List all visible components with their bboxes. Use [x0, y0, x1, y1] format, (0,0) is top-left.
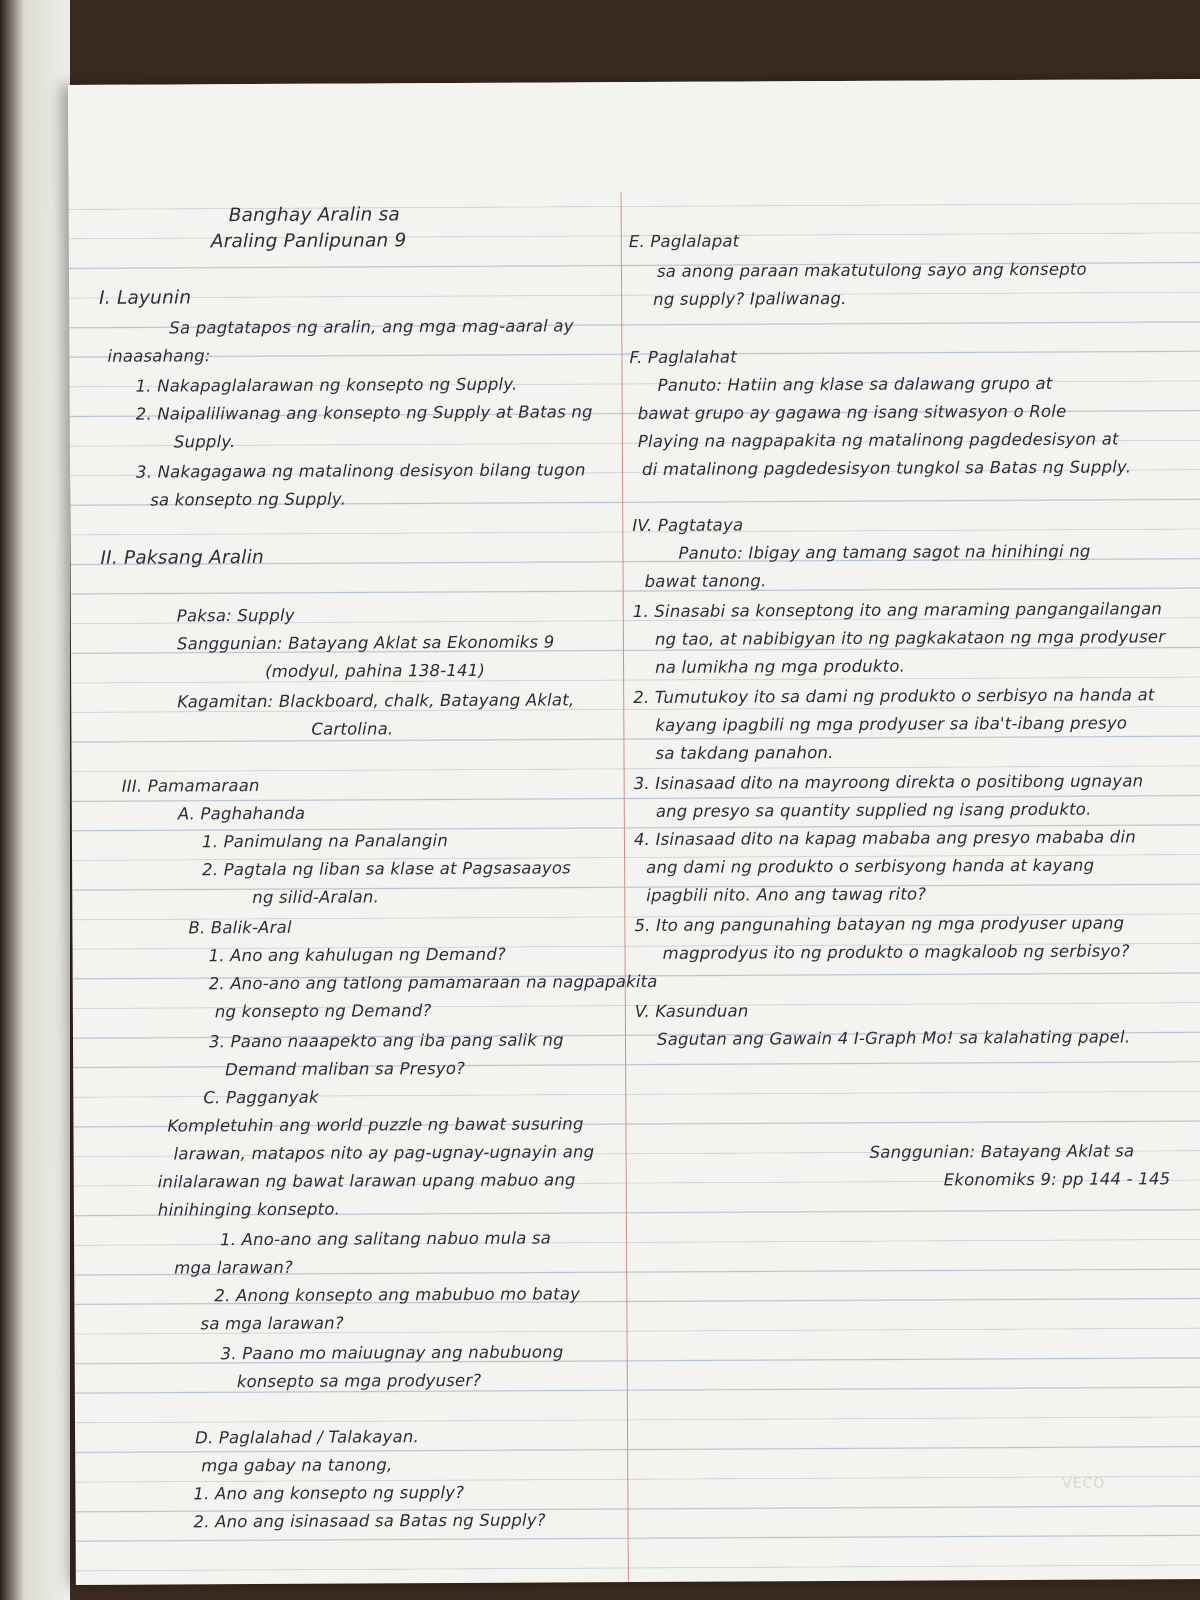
subheading-paglalahad: D. Paglalahad / Talakayan. [195, 1427, 419, 1448]
kagamitan-line-1: Kagamitan: Blackboard, chalk, Batayang Aklat, [177, 690, 575, 712]
pagtataya-q1b: ng tao, at nabibigyan ito ng pagkakataon ng mga prodyuser [654, 627, 1166, 649]
paglalapat-text-2: ng supply? Ipaliwanag. [653, 288, 847, 309]
center-margin-line [621, 192, 629, 1582]
pagganyak-text-4: hinihinging konsepto. [157, 1199, 341, 1220]
objective-3a: 3. Nakagagawa ng matalinong desisyon bilang tugon [135, 460, 586, 482]
subheading-paghahanda: A. Paghahanda [177, 803, 306, 824]
objective-2a: 2. Naipaliliwanag ang konsepto ng Supply at Batas ng [135, 402, 593, 424]
reference-line-2: Ekonomiks 9: pp 144 - 145 [943, 1169, 1171, 1190]
kasunduan-text: Sagutan ang Gawain 4 I-Graph Mo! sa kalahating papel. [656, 1027, 1131, 1049]
reference-line-1: Sanggunian: Batayang Aklat sa [869, 1141, 1135, 1162]
paglalahad-intro: mga gabay na tanong, [201, 1455, 393, 1476]
paghahanda-item-2b: ng silid-Aralan. [252, 887, 380, 908]
pagtataya-q1a: 1. Sinasabi sa konseptong ito ang maraming pangangailangan [632, 599, 1163, 622]
pagtataya-q2c: sa takdang panahon. [655, 743, 834, 763]
paglalahat-text-1: Panuto: Hatiin ang klase sa dalawang grupo at [657, 373, 1053, 395]
paglalahat-text-3: Playing na nagpapakita ng matalinong pagdedesisyon at [637, 429, 1119, 452]
paksa-line: Paksa: Supply [176, 605, 295, 626]
pagganyak-q3a: 3. Paano mo maiuugnay ang nabubuong [220, 1342, 564, 1364]
paghahanda-item-2a: 2. Pagtala ng liban sa klase at Pagsasaayos [202, 858, 571, 880]
pagganyak-q2b: sa mga larawan? [200, 1313, 344, 1334]
objectives-intro-2: inaasahang: [107, 346, 211, 366]
pagtataya-q5b: magprodyus ito ng produkto o magkaloob ng serbisyo? [662, 941, 1130, 963]
pagtataya-q4a: 4. Isinasaad dito na kapag mababa ang presyo mababa din [633, 827, 1136, 850]
pagtataya-q2b: kayang ipagbili ng mga prodyuser sa iba't-ibang presyo [655, 713, 1128, 735]
section-heading-pamamaraan: III. Pamamaraan [121, 776, 260, 796]
pagtataya-q4b: ang dami ng produkto o serbisyong handa at kayang [646, 855, 1095, 877]
sanggunian-line-1: Sanggunian: Batayang Aklat sa Ekonomiks 9 [176, 632, 555, 654]
objectives-intro-1: Sa pagtatapos ng aralin, ang mga mag-aaral ay [169, 316, 574, 338]
pagtataya-q3a: 3. Isinasaad dito na mayroong direkta o positibong ugnayan [633, 771, 1144, 794]
balik-aral-item-1: 1. Ano ang kahulugan ng Demand? [208, 944, 506, 966]
paglalahat-text-2: bawat grupo ay gagawa ng isang sitwasyon o Role [637, 401, 1067, 424]
section-heading-paksang-aralin: II. Paksang Aralin [100, 546, 264, 569]
pagganyak-text-1: Kompletuhin ang world puzzle ng bawat susuring [167, 1114, 584, 1136]
pagganyak-text-3: inilalarawan ng bawat larawan upang mabuo ang [157, 1170, 576, 1192]
pagganyak-q2a: 2. Anong konsepto ang mabubuo mo batay [214, 1284, 581, 1306]
pagtataya-q5a: 5. Ito ang pangunahing batayan ng mga prodyuser upang [634, 913, 1125, 936]
section-heading-layunin: I. Layunin [99, 287, 192, 309]
pagtataya-q4c: ipagbili nito. Ano ang tawag rito? [646, 884, 927, 905]
title-line-2: Araling Panlipunan 9 [210, 230, 407, 253]
paglalahad-q1: 1. Ano ang konsepto ng supply? [193, 1482, 465, 1504]
pagtataya-instruction-2: bawat tanong. [644, 571, 767, 591]
kagamitan-line-2: Cartolina. [311, 719, 394, 739]
pagganyak-q1b: mga larawan? [174, 1257, 293, 1278]
paglalapat-text-1: sa anong paraan makatutulong sayo ang konsepto [656, 259, 1087, 281]
subheading-pagganyak: C. Pagganyak [203, 1087, 319, 1108]
pagtataya-q2a: 2. Tumutukoy ito sa dami ng produkto o serbisyo na handa at [633, 685, 1155, 708]
pagganyak-q3b: konsepto sa mga prodyuser? [236, 1370, 482, 1392]
left-column [99, 200, 658, 1532]
pagtataya-instruction-1: Panuto: Ibigay ang tamang sagot na hinihingi ng [678, 541, 1091, 563]
section-heading-pagtataya: IV. Pagtataya [632, 515, 744, 536]
paglalahad-q2: 2. Ano ang isinasaad sa Batas ng Supply? [193, 1510, 546, 1532]
subheading-paglalahat: F. Paglalahat [629, 347, 737, 368]
pagtataya-q1c: na lumikha ng mga produkto. [655, 656, 906, 677]
balik-aral-item-2b: ng konsepto ng Demand? [214, 1001, 432, 1022]
balik-aral-item-3b: Demand maliban sa Presyo? [225, 1058, 466, 1080]
right-column [628, 197, 1189, 1190]
objective-3b: sa konsepto ng Supply. [150, 489, 347, 510]
pagganyak-text-2: larawan, matapos nito ay pag-ugnay-ugnayin ang [173, 1142, 595, 1164]
section-heading-kasunduan: V. Kasunduan [634, 1001, 749, 1022]
subheading-balik-aral: B. Balik-Aral [188, 917, 292, 938]
objective-2b: Supply. [173, 432, 236, 452]
notebook-brand-mark: VECO [1062, 1475, 1106, 1492]
title-line-1: Banghay Aralin sa [228, 204, 400, 227]
pagganyak-q1a: 1. Ano-ano ang salitang nabuo mula sa [219, 1228, 552, 1250]
paglalahat-text-4: di matalinong pagdedesisyon tungkol sa Batas ng Supply. [641, 457, 1132, 479]
notebook-left-edge [0, 0, 70, 1600]
subheading-paglalapat: E. Paglalapat [628, 231, 740, 252]
pagtataya-q3b: ang presyo sa quantity supplied ng isang produkto. [655, 799, 1092, 821]
sanggunian-line-2: (modyul, pahina 138-141) [265, 660, 486, 681]
balik-aral-item-3a: 3. Paano naaapekto ang iba pang salik ng [208, 1030, 564, 1052]
notebook-page [68, 79, 1200, 1585]
paghahanda-item-1: 1. Panimulang na Panalangin [201, 831, 449, 852]
objective-1: 1. Nakapaglalarawan ng konsepto ng Supply. [135, 374, 518, 396]
balik-aral-item-2a: 2. Ano-ano ang tatlong pamamaraan na nagpapakita [208, 971, 658, 994]
